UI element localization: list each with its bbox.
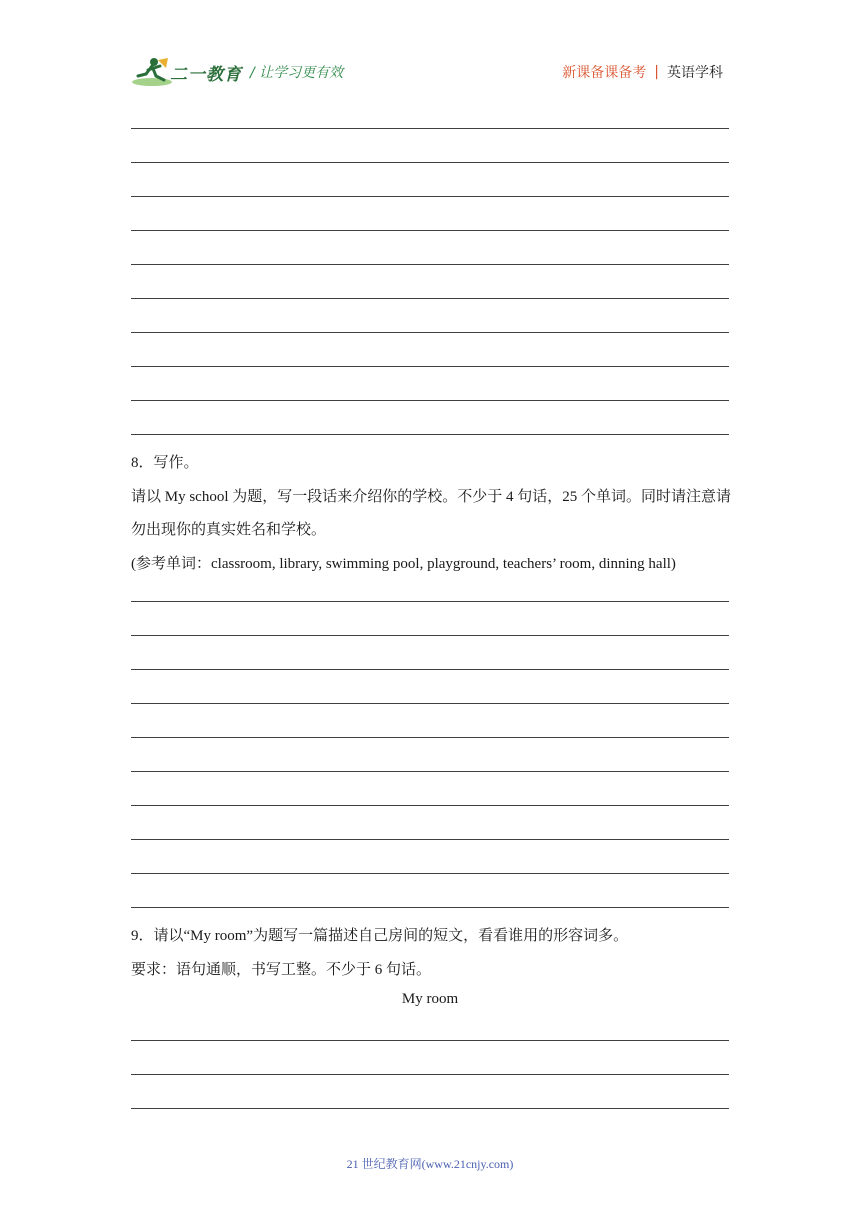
answer-line bbox=[131, 873, 729, 874]
answer-line bbox=[131, 196, 729, 197]
answer-line bbox=[131, 635, 729, 636]
answer-line bbox=[131, 1074, 729, 1075]
q9-heading: My room bbox=[401, 991, 459, 1007]
logo-text: 二一教育 bbox=[170, 65, 242, 85]
page-footer: 21 世纪教育网(www.21cnjy.com) bbox=[346, 1157, 514, 1171]
answer-line bbox=[131, 1040, 729, 1041]
answer-line bbox=[131, 434, 729, 435]
answer-line bbox=[131, 805, 729, 806]
q8-hint: (参考单词：classroom, library, swimming pool, playground, teachers’ room, dinning hall) bbox=[131, 556, 676, 572]
q8-title: 8．写作。 bbox=[131, 455, 199, 471]
answer-line bbox=[131, 737, 729, 738]
answer-line bbox=[131, 1108, 729, 1109]
header-subject: 英语学科 bbox=[667, 65, 723, 81]
answer-line bbox=[131, 128, 729, 129]
answer-line bbox=[131, 230, 729, 231]
q8-prompt-line2: 勿出现你的真实姓名和学校。 bbox=[131, 522, 327, 538]
answer-line bbox=[131, 601, 729, 602]
header-slogan: / 让学习更有效 bbox=[250, 65, 344, 81]
header-right bbox=[562, 62, 723, 82]
answer-line bbox=[131, 400, 729, 401]
answer-line bbox=[131, 839, 729, 840]
q9-requirement: 要求：语句通顺，书写工整。不少于 6 句话。 bbox=[131, 962, 432, 978]
answer-line bbox=[131, 298, 729, 299]
q9-title: 9．请以“My room”为题写一篇描述自己房间的短文，看看谁用的形容词多。 bbox=[131, 928, 629, 944]
answer-line bbox=[131, 703, 729, 704]
answer-line bbox=[131, 162, 729, 163]
answer-line bbox=[131, 669, 729, 670]
page-header bbox=[0, 0, 860, 100]
q8-prompt-line1: 请以 My school 为题，写一段话来介绍你的学校。不少于 4 句话，25 个单词。同时请注意请 bbox=[131, 489, 732, 505]
answer-line bbox=[131, 907, 729, 908]
answer-line bbox=[131, 366, 729, 367]
answer-line bbox=[131, 332, 729, 333]
header-brand: 新课备课备考 bbox=[562, 65, 647, 81]
answer-line bbox=[131, 264, 729, 265]
header-separator: | bbox=[654, 64, 659, 80]
answer-line bbox=[131, 771, 729, 772]
